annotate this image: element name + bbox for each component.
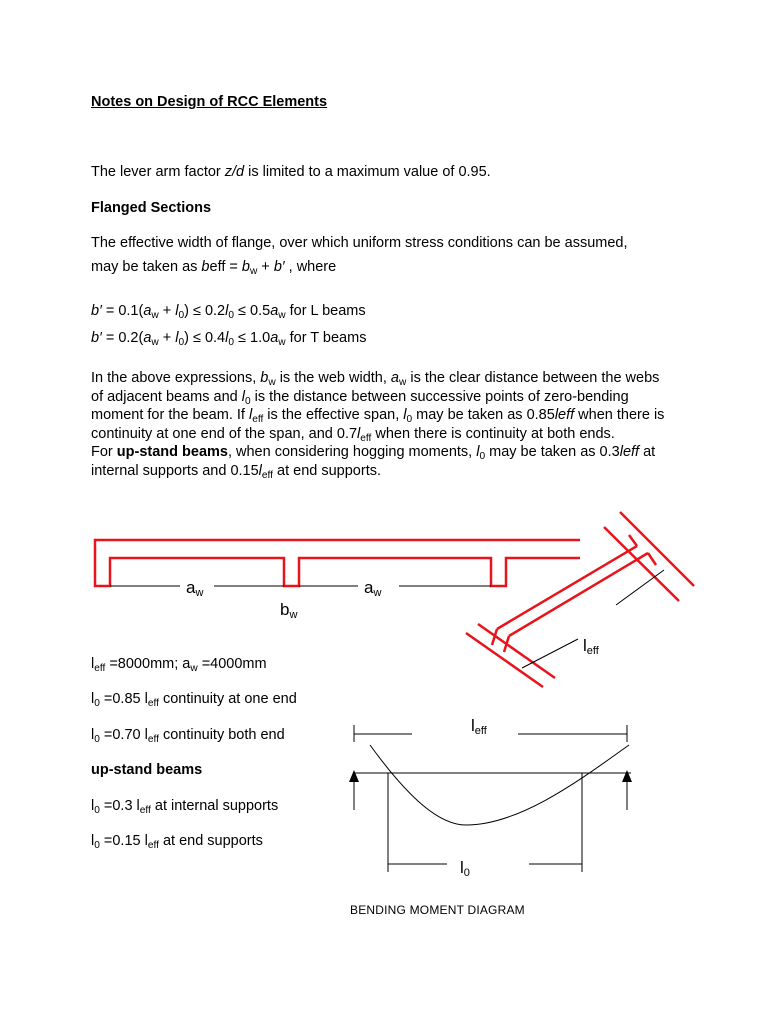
f2-plus: + [158,330,176,346]
f2-l2: l [225,330,229,346]
ex-eff: eff [94,663,106,674]
ex-eff: eff [147,734,159,745]
para-text: when there is continuity at both ends. [371,425,615,442]
f2-b: ) ≤ 0.4 [184,330,226,346]
f1-02: 0 [228,310,234,321]
f2-aw: a [143,330,152,346]
upstand-text: , when considering hogging moments, [227,444,477,460]
ex-w: w [190,663,198,674]
label-sub: w [195,587,204,599]
f1-plus: + [158,303,176,319]
para-aw-sub: w [399,377,407,388]
f2-02: 0 [228,337,234,348]
label-leff-bmd [471,716,487,736]
label-sub: eff [474,725,487,737]
ex-eff: eff [147,698,159,709]
f2-l: l [175,330,179,346]
example-l0-one-end [91,691,297,709]
f2-a: = 0.2( [101,330,144,346]
ex-0: 0 [94,805,100,816]
ew-bprime: b′ [273,259,285,275]
f2-0: 0 [178,337,185,348]
para-l0-sub: 0 [244,395,251,407]
label-main: l [471,716,475,735]
upstand-l0-sub: 0 [479,451,486,462]
ex-eff: eff [147,840,159,851]
ex-eff: eff [139,805,151,816]
page-title: Notes on Design of RCC Elements [91,94,328,110]
f1-aw: a [143,303,152,319]
upstand-text: at end supports. [272,462,381,479]
f1-c: ≤ 0.5 [234,303,271,319]
para-bw: b [260,370,269,386]
f1-w: w [151,310,159,321]
bmd-caption: BENDING MOMENT DIAGRAM [350,903,525,917]
para-text: is the distance between successive points of zero-bending moment for the beam. If [91,388,629,423]
ew-plus: + [257,259,274,275]
para-aw: a [390,370,399,386]
f1-a: = 0.1( [101,303,144,319]
ew-where: , where [284,259,337,275]
f1-w2: w [278,310,286,321]
flange-outline [95,540,580,586]
label-aw-1 [186,578,203,598]
ew-b: b [201,259,210,275]
flanged-sections-heading: Flanged Sections [91,200,212,216]
label-l0-bmd [460,858,470,878]
label-bw [280,600,297,620]
ex-l: l [91,656,95,672]
upstand-heading: up-stand beams [91,762,203,778]
para-text: In the above expressions, [91,370,261,386]
ex-text: =0.15 l [99,833,148,849]
para-leff-sub: eff [252,414,264,425]
f1-aw2: a [270,303,279,319]
ex-0: 0 [94,840,100,851]
f1-l: l [175,303,179,319]
label-sub: eff [586,645,599,657]
para-text: when there is continuity at one end of the span, and 0.7 [91,407,665,442]
label-main: a [364,578,374,597]
leff-dim-line-2 [616,570,664,605]
ex-l: l [91,833,95,849]
upstand-leff: leff [619,444,640,460]
ex-l: l [91,727,95,743]
label-aw-2 [364,578,381,598]
ew-eq: = [225,259,242,275]
upstand-leff-sub: eff [261,469,273,481]
f2-aw2: a [270,330,279,346]
ex-text: at end supports [158,833,263,849]
example-l0-end [91,833,263,851]
ex-0: 0 [94,734,100,745]
para-leff-sub: eff [360,432,372,444]
arrow-left-icon [349,770,359,782]
para-l0-sub: 0 [406,414,413,425]
f1-b: ) ≤ 0.2 [184,303,226,319]
f2-suffix: for T beams [285,330,367,346]
para-text: is the clear distance between the webs of adjacent beams and [91,370,660,405]
lever-arm-ratio: z/d [224,164,245,180]
f1-l2: l [225,303,229,319]
example-leff-aw [91,656,267,674]
f1-suffix: for L beams [285,303,366,319]
label-sub: w [373,587,382,599]
ex-text: =0.85 l [99,691,148,707]
para-text: is the web width, [275,370,391,386]
ew-bw-b: b [241,259,250,275]
ew-eff: eff [209,259,226,275]
para-text: may be taken as 0.85 [412,407,555,423]
label-main: b [280,600,290,619]
ex-text: =0.70 l [99,727,148,743]
para-leff: l [248,407,253,423]
f1-lhs: b′ [91,303,102,319]
ex-0: 0 [94,698,100,709]
ew-pre: may be taken as [91,259,202,275]
ex-text: continuity at one end [158,691,297,707]
upstand-leff: l [258,462,262,479]
label-sub: 0 [463,867,470,879]
ex-text: =8000mm; a [105,656,191,672]
ex-l: l [91,691,95,707]
moment-curve [370,745,629,825]
lever-arm-post: is limited to a maximum value of 0.95. [244,164,491,180]
ex-text: =4000mm [197,656,267,672]
para-leff: leff [554,407,575,423]
para-text: is the effective span, [263,407,404,423]
effective-width-line1: The effective width of flange, over which uniform stress conditions can be assumed, [91,235,628,251]
label-main: l [583,636,587,655]
arrow-right-icon [622,770,632,782]
ex-l: l [91,798,95,814]
ex-text: =0.3 l [99,798,140,814]
label-main: a [186,578,196,597]
label-main: l [460,858,464,877]
label-sub: w [289,609,298,621]
bending-moment-diagram [354,725,631,872]
support-arrows [349,770,632,782]
para-bw-sub: w [268,377,276,388]
para-leff: l [357,425,361,442]
upstand-text: at internal supports and 0.15 [91,444,656,479]
lever-arm-pre: The lever arm factor [91,164,225,180]
f1-0: 0 [178,310,185,321]
t-beam-plan [466,512,694,687]
upstand-bold: up-stand beams [116,444,228,460]
ex-text: at internal supports [150,798,279,814]
f2-lhs: b′ [91,330,102,346]
upstand-l0: l [476,444,480,460]
para-l0: l [403,407,407,423]
upstand-text: may be taken as 0.3 [485,444,620,460]
leff-dim-line-1 [522,639,578,668]
ew-bw-w: w [249,266,258,277]
upstand-text: For [91,444,117,460]
example-l0-both-end [91,727,285,745]
f2-w2: w [278,337,286,348]
example-l0-internal [91,798,278,816]
para-l0: l [241,388,245,405]
label-leff-plan [583,636,599,656]
ex-text: continuity both end [158,727,285,743]
f2-w: w [151,337,159,348]
f2-c: ≤ 1.0 [234,330,271,346]
